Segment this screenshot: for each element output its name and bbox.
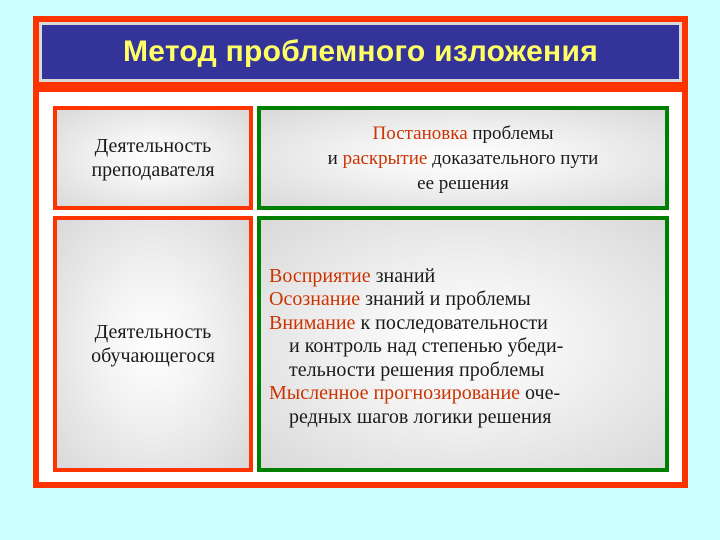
student-content-cell bbox=[257, 216, 669, 472]
teacher-label-cell bbox=[53, 106, 253, 210]
student-activity-list bbox=[261, 265, 563, 430]
content-table bbox=[39, 92, 682, 482]
student-label-line1: Деятельность bbox=[94, 321, 212, 343]
title-bar bbox=[39, 22, 682, 82]
highlight-disclosure: раскрытие bbox=[342, 147, 428, 169]
teacher-content-line3: ее решения bbox=[417, 172, 509, 194]
list-item: Восприятие знаний bbox=[269, 264, 436, 287]
teacher-content bbox=[328, 121, 599, 196]
student-label-cell bbox=[53, 216, 253, 472]
list-item-continuation: тельности решения проблемы bbox=[289, 358, 545, 381]
teacher-label-line1: Деятельность bbox=[94, 135, 212, 157]
slide-title: Метод проблемного изложения bbox=[122, 35, 599, 68]
highlight-statement: Постановка bbox=[372, 122, 468, 144]
teacher-label bbox=[91, 134, 214, 182]
student-label-line2: обучающегося bbox=[91, 345, 215, 367]
teacher-label-line2: преподавателя bbox=[91, 159, 215, 181]
list-item: Внимание к последовательности bbox=[269, 311, 548, 334]
student-label bbox=[91, 320, 215, 368]
list-item-continuation: и контроль над степенью убеди- bbox=[289, 335, 564, 358]
teacher-content-cell bbox=[257, 106, 669, 210]
list-item-continuation: редных шагов логики решения bbox=[289, 405, 552, 428]
teacher-content-line2: и раскрытие доказательного пути bbox=[327, 147, 599, 169]
list-item: Мысленное прогнозирование оче- bbox=[269, 382, 561, 405]
list-item: Осознание знаний и проблемы bbox=[269, 288, 531, 311]
teacher-content-line1: Постановка проблемы bbox=[372, 122, 554, 144]
slide-frame bbox=[33, 16, 688, 488]
